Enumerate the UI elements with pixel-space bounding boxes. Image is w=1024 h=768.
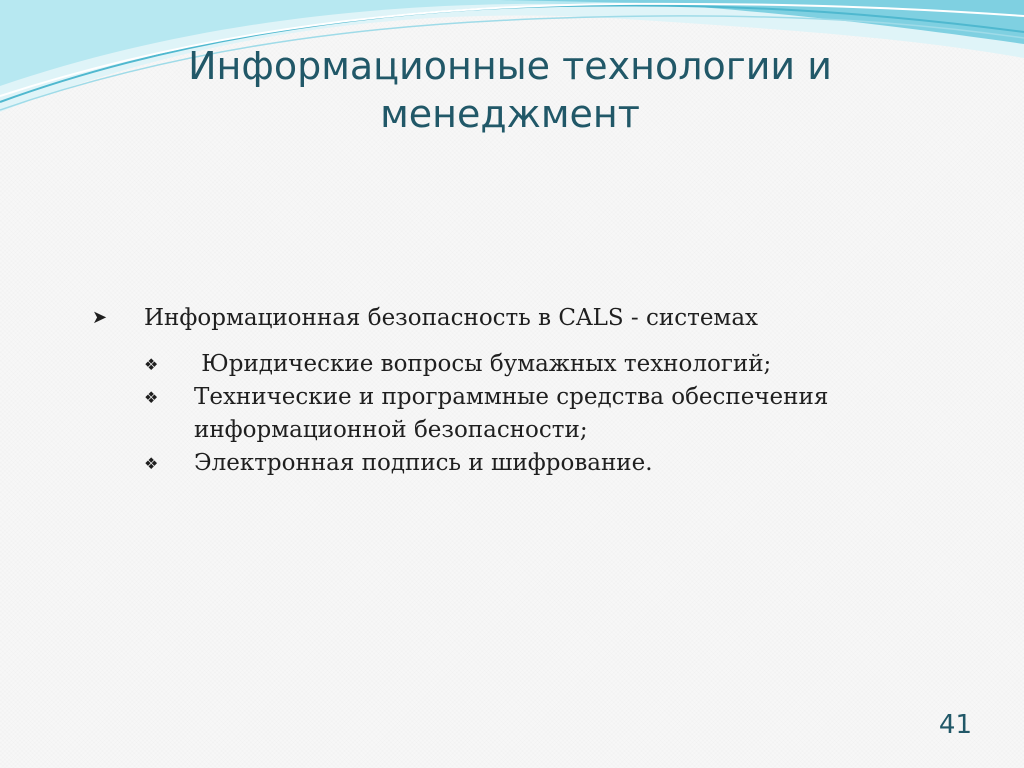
page-number: 41: [938, 710, 972, 740]
arrow-bullet-icon: ➤: [92, 307, 108, 328]
sub-bullet-item: [144, 447, 932, 480]
title-line-2: менеджмент: [380, 92, 640, 136]
sub-bullet-text: Технические и программные средства обеспечения информационной безопасности;: [194, 384, 829, 443]
sub-bullet-item: [144, 381, 932, 447]
diamond-bullet-icon: ❖: [144, 454, 159, 473]
sub-bullet-list: [144, 348, 932, 480]
sub-bullet-text: Электронная подпись и шифрование.: [194, 450, 653, 476]
diamond-bullet-icon: ❖: [144, 355, 159, 374]
slide-title: [100, 42, 920, 138]
slide-content: [92, 302, 932, 480]
sub-bullet-text: Юридические вопросы бумажных технологий;: [194, 351, 772, 377]
sub-bullet-item: [144, 348, 932, 381]
main-bullet-text: Информационная безопасность в CALS - системах: [144, 305, 759, 331]
title-line-1: Информационные технологии и: [188, 44, 832, 88]
diamond-bullet-icon: ❖: [144, 388, 159, 407]
main-bullet-item: [92, 302, 932, 334]
